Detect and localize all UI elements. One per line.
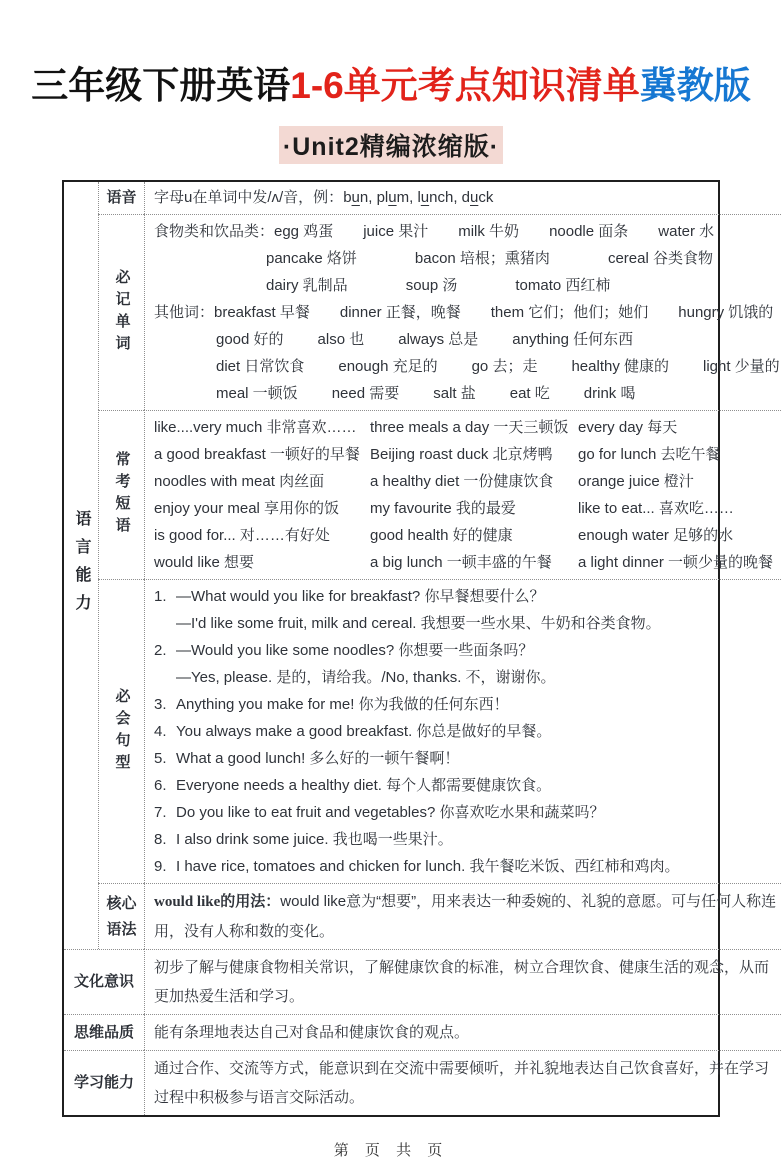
vocab-line bbox=[154, 380, 780, 407]
vocab-line bbox=[154, 218, 780, 245]
vocab-item: 食物类和饮品类：egg 鸡蛋 bbox=[154, 223, 334, 240]
vocab-item: soup 汤 bbox=[405, 277, 458, 294]
row-label-learning: 学习能力 bbox=[64, 1050, 144, 1115]
sentence-item bbox=[154, 583, 780, 637]
page-title bbox=[0, 0, 782, 109]
phrase-item: enough water 足够的水 bbox=[578, 527, 734, 544]
page-footer: 第 页 共 页 bbox=[333, 1142, 449, 1159]
sentence-number: 5. bbox=[154, 750, 167, 767]
vocab-line bbox=[154, 299, 780, 326]
unit-subtitle: ·Unit2精编浓缩版· bbox=[279, 126, 503, 164]
vocab-item: pancake 烙饼 bbox=[266, 250, 357, 267]
vocab-line bbox=[154, 272, 780, 299]
phrase-item: a big lunch 一顿丰盛的午餐 bbox=[370, 554, 552, 571]
phrase-item: a good breakfast 一顿好的早餐 bbox=[154, 446, 360, 463]
vocab-item: dairy 乳制品 bbox=[266, 277, 348, 294]
phrase-item: my favourite 我的最爱 bbox=[370, 500, 516, 517]
sentence-number: 9. bbox=[154, 858, 167, 875]
row-label-sentences: 必会句型 bbox=[98, 579, 144, 883]
grammar-lead: would like的用法： bbox=[154, 894, 281, 910]
sentence-number: 1. bbox=[154, 588, 167, 605]
phrase-item: three meals a day 一天三顿饭 bbox=[370, 419, 569, 436]
vocab-item: salt 盐 bbox=[433, 385, 476, 402]
vocab-item: dinner 正餐，晚餐 bbox=[339, 304, 461, 321]
vocab-item: them 它们；他们；她们 bbox=[490, 304, 649, 321]
title-grade-segment: 三年级下册英语 bbox=[31, 65, 291, 106]
phrase-item: would like 想要 bbox=[154, 554, 255, 571]
sentence-item bbox=[154, 799, 780, 826]
sentence-number: 4. bbox=[154, 723, 167, 740]
sentence-item bbox=[154, 691, 780, 718]
vocab-item: anything 任何东西 bbox=[512, 331, 634, 348]
knowledge-table bbox=[62, 180, 780, 1117]
vocab-item: go 去；走 bbox=[471, 358, 538, 375]
sentence-lines bbox=[176, 583, 780, 637]
vocab-item: healthy 健康的 bbox=[571, 358, 669, 375]
title-edition-segment: 冀教版 bbox=[639, 65, 751, 106]
sentence-item bbox=[154, 826, 780, 853]
phrase-item: go for lunch 去吃午餐 bbox=[578, 446, 721, 463]
phonetics-content bbox=[144, 182, 782, 214]
vocab-item: always 总是 bbox=[398, 331, 479, 348]
sentence-item bbox=[154, 853, 780, 880]
vocab-item: milk 牛奶 bbox=[458, 223, 520, 240]
sentence-line: Everyone needs a healthy diet. 每个人都需要健康饮食。 bbox=[176, 777, 552, 794]
sentence-number: 6. bbox=[154, 777, 167, 794]
phrase-item: a light dinner 一顿少量的晚餐 bbox=[578, 554, 774, 571]
vocabulary-content bbox=[144, 214, 782, 410]
phrases-content bbox=[144, 410, 782, 579]
sentence-line: I also drink some juice. 我也喝一些果汁。 bbox=[176, 831, 453, 848]
sentence-line: You always make a good breakfast. 你总是做好的早餐。 bbox=[176, 723, 552, 740]
vocab-item: tomato 西红柿 bbox=[515, 277, 611, 294]
sentence-number: 3. bbox=[154, 696, 167, 713]
row-label-thinking: 思维品质 bbox=[64, 1014, 144, 1050]
phrase-item: Beijing roast duck 北京烤鸭 bbox=[370, 446, 553, 463]
sentence-item bbox=[154, 637, 780, 691]
phonetics-rule: 字母u在单词中发/ʌ/音，例： bbox=[154, 189, 344, 206]
sentence-lines bbox=[176, 637, 780, 691]
title-units-segment: 1-6单元考点知识清单 bbox=[290, 65, 640, 106]
vocab-line bbox=[154, 245, 780, 272]
vocab-item: meal 一顿饭 bbox=[216, 385, 298, 402]
grammar-text: would like意为“想要”，用来表达一种委婉的、礼貌的意愿。可与任何人称连用，没有人称和数的变化。 bbox=[154, 893, 777, 940]
row-label-phonetics: 语音 bbox=[98, 182, 144, 214]
sentence-number: 7. bbox=[154, 804, 167, 821]
row-label-phrases: 常考短语 bbox=[98, 410, 144, 579]
sentence-line: Anything you make for me! 你为我做的任何东西！ bbox=[176, 696, 509, 713]
row-group-label-language-ability bbox=[64, 182, 98, 949]
row-label-vocabulary: 必记单词 bbox=[98, 214, 144, 410]
vocab-item: eat 吃 bbox=[509, 385, 550, 402]
phrase-item: noodles with meat 肉丝面 bbox=[154, 473, 325, 490]
row-label-culture: 文化意识 bbox=[64, 949, 144, 1014]
sentence-lines bbox=[176, 691, 780, 718]
sentence-line: Do you like to eat fruit and vegetables? 你喜欢吃水果和蔬菜吗？ bbox=[176, 804, 605, 821]
vocab-line bbox=[154, 353, 780, 380]
phrase-item: like....very much 非常喜欢…… bbox=[154, 419, 357, 436]
sentence-number: 2. bbox=[154, 642, 167, 659]
language-ability-label: 语言能力 bbox=[73, 509, 90, 622]
learning-content: 通过合作、交流等方式，能意识到在交流中需要倾听，并礼貌地表达自己饮食喜好，并在学习过程中积极参与语言交际活动。 bbox=[144, 1050, 782, 1115]
phrase-item: every day 每天 bbox=[578, 419, 678, 436]
sentence-line: —Yes, please. 是的，请给我。/No, thanks. 不，谢谢你。 bbox=[176, 669, 556, 686]
vocab-item: diet 日常饮食 bbox=[216, 358, 305, 375]
sentences-content bbox=[144, 579, 782, 883]
vocab-item: bacon 培根；熏猪肉 bbox=[414, 250, 550, 267]
phonetics-examples: bun, plum, lunch, duck bbox=[343, 189, 494, 206]
sentence-lines bbox=[176, 745, 780, 772]
row-label-grammar: 核心语法 bbox=[98, 883, 144, 949]
sentence-lines bbox=[176, 853, 780, 880]
sentence-item bbox=[154, 745, 780, 772]
vocab-item: good 好的 bbox=[216, 331, 284, 348]
sentence-line: —Would you like some noodles? 你想要一些面条吗？ bbox=[176, 642, 534, 659]
sentence-lines bbox=[176, 799, 780, 826]
sentence-number: 8. bbox=[154, 831, 167, 848]
vocab-item: 其他词：breakfast 早餐 bbox=[154, 304, 310, 321]
culture-content: 初步了解与健康食物相关常识，了解健康饮食的标准，树立合理饮食、健康生活的观念，从而更加热爱生活和学习。 bbox=[144, 949, 782, 1014]
sentence-line: I have rice, tomatoes and chicken for lunch. 我午餐吃米饭、西红柿和鸡肉。 bbox=[176, 858, 680, 875]
vocab-item: need 需要 bbox=[331, 385, 400, 402]
vocab-item: water 水 bbox=[658, 223, 715, 240]
sentence-lines bbox=[176, 772, 780, 799]
sentence-item bbox=[154, 718, 780, 745]
sentence-item bbox=[154, 772, 780, 799]
vocab-item: hungry 饥饿的 bbox=[678, 304, 774, 321]
vocab-item: drink 喝 bbox=[583, 385, 636, 402]
vocab-item: juice 果汁 bbox=[363, 223, 429, 240]
vocab-item: enough 充足的 bbox=[338, 358, 438, 375]
vocab-item: noodle 面条 bbox=[549, 223, 629, 240]
thinking-content: 能有条理地表达自己对食品和健康饮食的观点。 bbox=[144, 1014, 782, 1050]
phrase-item: a healthy diet 一份健康饮食 bbox=[370, 473, 554, 490]
vocab-item: light 少量的 bbox=[703, 358, 780, 375]
vocab-item: also 也 bbox=[317, 331, 365, 348]
sentence-lines bbox=[176, 826, 780, 853]
sentence-lines bbox=[176, 718, 780, 745]
vocab-item: cereal 谷类食物 bbox=[607, 250, 713, 267]
phrase-item: enjoy your meal 享用你的饭 bbox=[154, 500, 340, 517]
sentence-line: —What would you like for breakfast? 你早餐想要什么？ bbox=[176, 588, 545, 605]
subtitle-row bbox=[0, 126, 782, 164]
phrase-item: orange juice 橙汁 bbox=[578, 473, 694, 490]
sentence-line: —I'd like some fruit, milk and cereal. 我想要一些水果、牛奶和谷类食物。 bbox=[176, 615, 661, 632]
phrase-item: good health 好的健康 bbox=[370, 527, 513, 544]
grammar-content bbox=[144, 883, 782, 949]
phrase-item: is good for... 对……有好处 bbox=[154, 527, 330, 544]
sentence-line: What a good lunch! 多么好的一顿午餐啊！ bbox=[176, 750, 460, 767]
phrase-item: like to eat... 喜欢吃…… bbox=[578, 500, 734, 517]
vocab-line bbox=[154, 326, 780, 353]
